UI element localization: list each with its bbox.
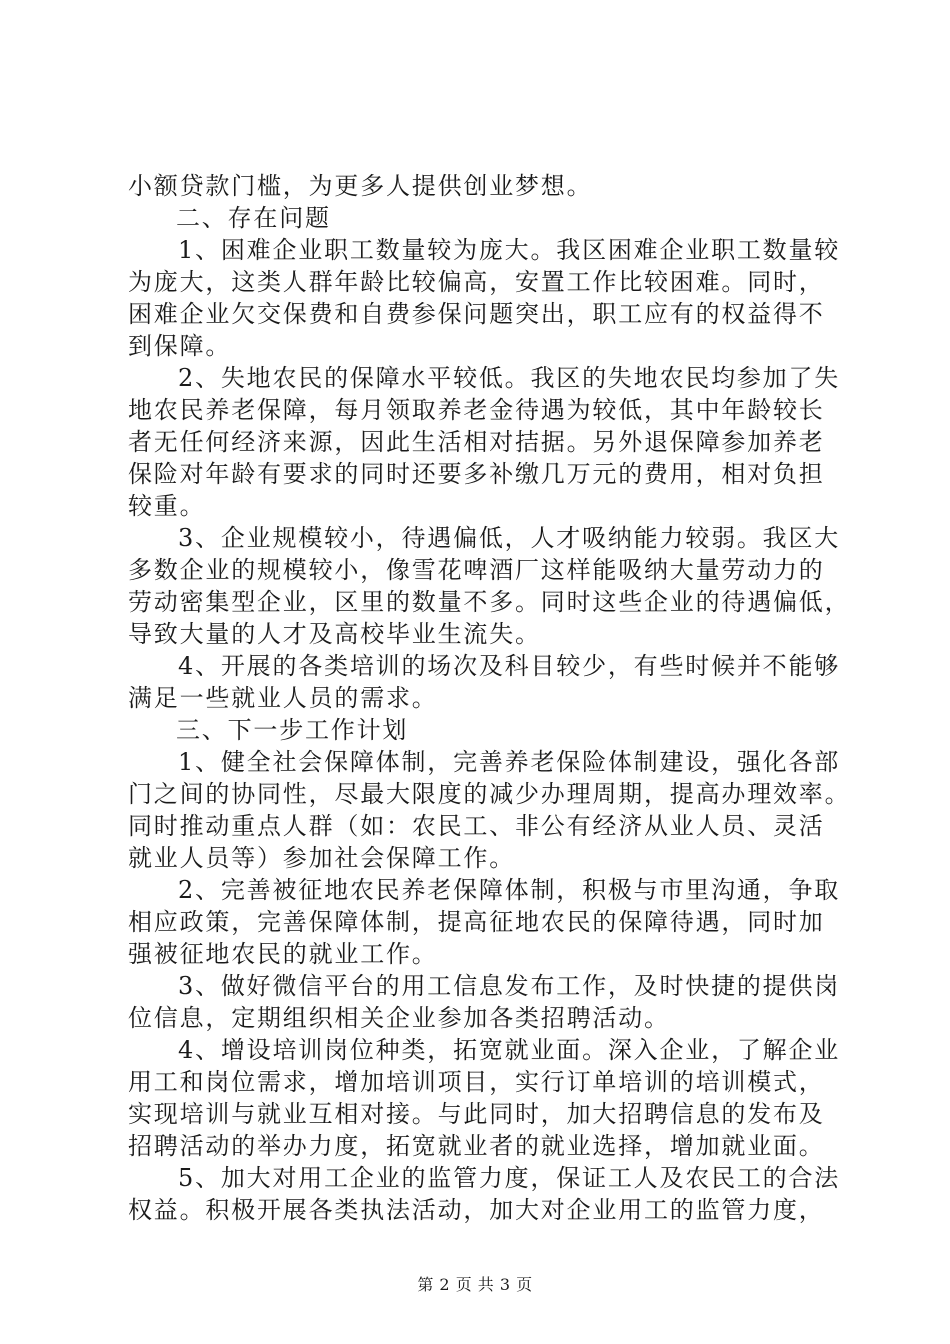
text-line: 劳动密集型企业，区里的数量不多。同时这些企业的待遇偏低，	[128, 588, 851, 616]
text-line: 为庞大，这类人群年龄比较偏高，安置工作比较困难。同时，	[128, 268, 825, 296]
text-line: 3、企业规模较小，待遇偏低，人才吸纳能力较弱。我区大	[178, 524, 841, 552]
text-line: 2、失地农民的保障水平较低。我区的失地农民均参加了失	[178, 364, 841, 392]
text-line: 实现培训与就业互相对接。与此同时，加大招聘信息的发布及	[128, 1100, 825, 1128]
text-line: 位信息，定期组织相关企业参加各类招聘活动。	[128, 1004, 670, 1032]
section-heading-problems: 二、存在问题	[176, 204, 331, 232]
text-line: 较重。	[128, 492, 206, 520]
text-line: 困难企业欠交保费和自费参保问题突出，职工应有的权益得不	[128, 300, 825, 328]
text-line: 5、加大对用工企业的监管力度，保证工人及农民工的合法	[178, 1164, 841, 1192]
text-line: 权益。积极开展各类执法活动，加大对企业用工的监管力度，	[128, 1196, 825, 1224]
text-line: 者无任何经济来源，因此生活相对拮据。另外退保障参加养老	[128, 428, 825, 456]
text-line: 3、做好微信平台的用工信息发布工作，及时快捷的提供岗	[178, 972, 841, 1000]
text-line: 地农民养老保障，每月领取养老金待遇为较低，其中年龄较长	[128, 396, 825, 424]
text-line: 小额贷款门槛，为更多人提供创业梦想。	[128, 172, 593, 200]
text-line: 相应政策，完善保障体制，提高征地农民的保障待遇，同时加	[128, 908, 825, 936]
text-line: 用工和岗位需求，增加培训项目，实行订单培训的培训模式，	[128, 1068, 825, 1096]
text-line: 4、开展的各类培训的场次及科目较少，有些时候并不能够	[178, 652, 841, 680]
text-line: 同时推动重点人群（如：农民工、非公有经济从业人员、灵活	[128, 812, 825, 840]
text-line: 多数企业的规模较小，像雪花啤酒厂这样能吸纳大量劳动力的	[128, 556, 825, 584]
text-line: 招聘活动的举办力度，拓宽就业者的就业选择，增加就业面。	[128, 1132, 825, 1160]
section-heading-next-steps: 三、下一步工作计划	[176, 716, 409, 744]
text-line: 4、增设培训岗位种类，拓宽就业面。深入企业，了解企业	[178, 1036, 841, 1064]
text-line: 就业人员等）参加社会保障工作。	[128, 844, 515, 872]
text-line: 1、困难企业职工数量较为庞大。我区困难企业职工数量较	[178, 236, 841, 264]
text-line: 1、健全社会保障体制，完善养老保险体制建设，强化各部	[178, 748, 841, 776]
text-line: 满足一些就业人员的需求。	[128, 684, 438, 712]
page-number-footer: 第 2 页 共 3 页	[417, 1275, 533, 1294]
text-line: 保险对年龄有要求的同时还要多补缴几万元的费用，相对负担	[128, 460, 825, 488]
text-line: 2、完善被征地农民养老保障体制，积极与市里沟通，争取	[178, 876, 841, 904]
text-line: 到保障。	[128, 332, 232, 360]
text-line: 门之间的协同性，尽最大限度的减少办理周期，提高办理效率。	[128, 780, 851, 808]
text-line: 强被征地农民的就业工作。	[128, 940, 438, 968]
text-line: 导致大量的人才及高校毕业生流失。	[128, 620, 541, 648]
document-body	[128, 170, 851, 1226]
